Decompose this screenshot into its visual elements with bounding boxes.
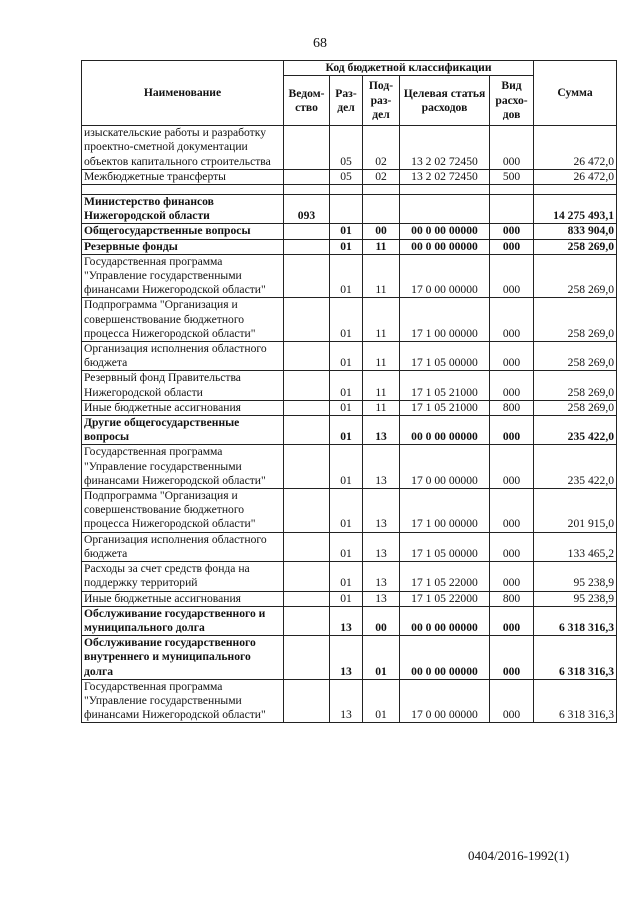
cell-podrazdel: 13 xyxy=(363,489,400,533)
cell-vid: 000 xyxy=(490,224,534,239)
table-row xyxy=(82,239,617,254)
cell-tselevaya: 13 2 02 72450 xyxy=(400,126,490,170)
cell-ved xyxy=(284,239,330,254)
cell-name: Резервные фонды xyxy=(82,239,284,254)
cell-ved: 093 xyxy=(284,195,330,224)
cell-summa: 258 269,0 xyxy=(534,239,617,254)
cell-ved xyxy=(284,185,330,195)
cell-summa: 258 269,0 xyxy=(534,342,617,371)
cell-tselevaya xyxy=(400,185,490,195)
cell-summa: 26 472,0 xyxy=(534,169,617,184)
cell-name: Подпрограмма "Организация и совершенствование бюджетного процесса Нижегородской области" xyxy=(82,489,284,533)
cell-name: Организация исполнения областного бюджета xyxy=(82,532,284,561)
cell-name: изыскательские работы и разработку проектно-сметной документации объектов капитального строительства xyxy=(82,126,284,170)
cell-tselevaya: 00 0 00 00000 xyxy=(400,636,490,680)
table-row xyxy=(82,195,617,224)
cell-name: Расходы за счет средств фонда на поддержку территорий xyxy=(82,562,284,591)
cell-name xyxy=(82,185,284,195)
table-header xyxy=(82,61,617,126)
cell-vid: 000 xyxy=(490,532,534,561)
table-row xyxy=(82,126,617,170)
cell-ved xyxy=(284,445,330,489)
cell-razdel: 01 xyxy=(330,224,363,239)
cell-tselevaya: 00 0 00 00000 xyxy=(400,416,490,445)
cell-tselevaya: 17 0 00 00000 xyxy=(400,254,490,298)
cell-name: Государственная программа "Управление государственными финансами Нижегородской области" xyxy=(82,445,284,489)
cell-tselevaya: 17 1 05 00000 xyxy=(400,532,490,561)
cell-vid: 000 xyxy=(490,636,534,680)
table-row xyxy=(82,636,617,680)
cell-vid: 000 xyxy=(490,562,534,591)
header-name: Наименование xyxy=(82,61,284,126)
cell-podrazdel: 13 xyxy=(363,532,400,561)
cell-razdel: 01 xyxy=(330,445,363,489)
cell-vid: 000 xyxy=(490,254,534,298)
table-row xyxy=(82,562,617,591)
table-row xyxy=(82,342,617,371)
table-row xyxy=(82,445,617,489)
cell-summa: 258 269,0 xyxy=(534,254,617,298)
cell-razdel: 01 xyxy=(330,342,363,371)
cell-vid: 000 xyxy=(490,679,534,723)
table-row xyxy=(82,185,617,195)
cell-summa: 95 238,9 xyxy=(534,562,617,591)
cell-summa: 133 465,2 xyxy=(534,532,617,561)
cell-razdel: 01 xyxy=(330,400,363,415)
cell-ved xyxy=(284,126,330,170)
cell-podrazdel: 02 xyxy=(363,126,400,170)
cell-ved xyxy=(284,636,330,680)
cell-name: Иные бюджетные ассигнования xyxy=(82,591,284,606)
cell-razdel: 01 xyxy=(330,489,363,533)
table-body xyxy=(82,126,617,723)
cell-summa: 258 269,0 xyxy=(534,371,617,400)
table-row xyxy=(82,416,617,445)
cell-razdel: 01 xyxy=(330,371,363,400)
cell-podrazdel: 02 xyxy=(363,169,400,184)
cell-ved xyxy=(284,342,330,371)
cell-podrazdel: 11 xyxy=(363,254,400,298)
header-podrazdel: Под-раз-дел xyxy=(363,76,400,126)
cell-name: Иные бюджетные ассигнования xyxy=(82,400,284,415)
cell-ved xyxy=(284,416,330,445)
document-code: 0404/2016-1992(1) xyxy=(468,848,570,863)
cell-razdel xyxy=(330,185,363,195)
header-razdel: Раз-дел xyxy=(330,76,363,126)
cell-podrazdel: 01 xyxy=(363,679,400,723)
cell-razdel xyxy=(330,195,363,224)
table-row xyxy=(82,489,617,533)
cell-podrazdel: 11 xyxy=(363,400,400,415)
header-summa: Сумма xyxy=(534,61,617,126)
cell-podrazdel: 11 xyxy=(363,371,400,400)
cell-tselevaya: 17 1 05 21000 xyxy=(400,400,490,415)
cell-tselevaya: 17 1 05 21000 xyxy=(400,371,490,400)
cell-name: Государственная программа "Управление государственными финансами Нижегородской области" xyxy=(82,679,284,723)
cell-razdel: 05 xyxy=(330,126,363,170)
cell-razdel: 01 xyxy=(330,532,363,561)
table-row xyxy=(82,606,617,635)
cell-ved xyxy=(284,254,330,298)
cell-podrazdel: 11 xyxy=(363,342,400,371)
cell-summa: 6 318 316,3 xyxy=(534,636,617,680)
cell-ved xyxy=(284,371,330,400)
cell-tselevaya: 00 0 00 00000 xyxy=(400,606,490,635)
cell-podrazdel: 11 xyxy=(363,239,400,254)
table-row xyxy=(82,400,617,415)
table-row xyxy=(82,298,617,342)
cell-podrazdel: 13 xyxy=(363,445,400,489)
table-row xyxy=(82,224,617,239)
cell-vid: 000 xyxy=(490,298,534,342)
cell-ved xyxy=(284,532,330,561)
cell-tselevaya: 00 0 00 00000 xyxy=(400,224,490,239)
cell-vid: 000 xyxy=(490,239,534,254)
header-tselevaya: Целевая статья расходов xyxy=(400,76,490,126)
cell-razdel: 01 xyxy=(330,298,363,342)
cell-tselevaya xyxy=(400,195,490,224)
cell-podrazdel: 13 xyxy=(363,416,400,445)
cell-summa xyxy=(534,185,617,195)
cell-podrazdel: 01 xyxy=(363,636,400,680)
cell-summa: 26 472,0 xyxy=(534,126,617,170)
cell-summa: 235 422,0 xyxy=(534,445,617,489)
cell-tselevaya: 17 0 00 00000 xyxy=(400,445,490,489)
cell-summa: 6 318 316,3 xyxy=(534,606,617,635)
cell-razdel: 13 xyxy=(330,679,363,723)
cell-ved xyxy=(284,562,330,591)
cell-tselevaya: 17 1 05 00000 xyxy=(400,342,490,371)
cell-name: Межбюджетные трансферты xyxy=(82,169,284,184)
cell-razdel: 01 xyxy=(330,591,363,606)
cell-summa: 833 904,0 xyxy=(534,224,617,239)
cell-podrazdel xyxy=(363,195,400,224)
cell-name: Обслуживание государственного внутреннего и муниципального долга xyxy=(82,636,284,680)
cell-podrazdel: 11 xyxy=(363,298,400,342)
cell-ved xyxy=(284,489,330,533)
cell-summa: 14 275 493,1 xyxy=(534,195,617,224)
cell-razdel: 01 xyxy=(330,254,363,298)
cell-name: Обслуживание государственного и муниципального долга xyxy=(82,606,284,635)
cell-summa: 235 422,0 xyxy=(534,416,617,445)
budget-table xyxy=(81,60,617,723)
header-ved: Ведом-ство xyxy=(284,76,330,126)
cell-podrazdel: 13 xyxy=(363,591,400,606)
cell-name: Подпрограмма "Организация и совершенствование бюджетного процесса Нижегородской области" xyxy=(82,298,284,342)
cell-vid: 000 xyxy=(490,606,534,635)
table-row xyxy=(82,591,617,606)
cell-ved xyxy=(284,400,330,415)
cell-vid: 500 xyxy=(490,169,534,184)
cell-name: Другие общегосударственные вопросы xyxy=(82,416,284,445)
cell-ved xyxy=(284,298,330,342)
cell-name: Общегосударственные вопросы xyxy=(82,224,284,239)
cell-razdel: 01 xyxy=(330,562,363,591)
cell-vid xyxy=(490,195,534,224)
cell-name: Государственная программа "Управление государственными финансами Нижегородской области" xyxy=(82,254,284,298)
table-row xyxy=(82,532,617,561)
cell-podrazdel: 00 xyxy=(363,224,400,239)
cell-ved xyxy=(284,606,330,635)
cell-podrazdel xyxy=(363,185,400,195)
cell-summa: 258 269,0 xyxy=(534,400,617,415)
cell-vid: 000 xyxy=(490,416,534,445)
header-group: Код бюджетной классификации xyxy=(284,61,534,76)
cell-summa: 6 318 316,3 xyxy=(534,679,617,723)
cell-tselevaya: 17 1 00 00000 xyxy=(400,489,490,533)
cell-ved xyxy=(284,679,330,723)
table-row xyxy=(82,169,617,184)
cell-name: Организация исполнения областного бюджета xyxy=(82,342,284,371)
cell-vid: 000 xyxy=(490,445,534,489)
cell-ved xyxy=(284,169,330,184)
cell-name: Министерство финансов Нижегородской области xyxy=(82,195,284,224)
cell-razdel: 13 xyxy=(330,636,363,680)
cell-vid: 000 xyxy=(490,126,534,170)
cell-vid: 000 xyxy=(490,342,534,371)
cell-tselevaya: 17 1 05 22000 xyxy=(400,591,490,606)
cell-vid: 800 xyxy=(490,591,534,606)
cell-razdel: 01 xyxy=(330,239,363,254)
cell-vid: 000 xyxy=(490,371,534,400)
cell-tselevaya: 17 1 05 22000 xyxy=(400,562,490,591)
header-vid: Вид расхо-дов xyxy=(490,76,534,126)
cell-podrazdel: 13 xyxy=(363,562,400,591)
cell-tselevaya: 17 0 00 00000 xyxy=(400,679,490,723)
cell-summa: 258 269,0 xyxy=(534,298,617,342)
cell-vid xyxy=(490,185,534,195)
cell-vid: 800 xyxy=(490,400,534,415)
cell-tselevaya: 13 2 02 72450 xyxy=(400,169,490,184)
cell-razdel: 05 xyxy=(330,169,363,184)
cell-summa: 95 238,9 xyxy=(534,591,617,606)
cell-razdel: 13 xyxy=(330,606,363,635)
cell-ved xyxy=(284,224,330,239)
page-number: 68 xyxy=(313,36,327,51)
cell-vid: 000 xyxy=(490,489,534,533)
table-row xyxy=(82,254,617,298)
table-row xyxy=(82,371,617,400)
cell-tselevaya: 00 0 00 00000 xyxy=(400,239,490,254)
cell-name: Резервный фонд Правительства Нижегородской области xyxy=(82,371,284,400)
cell-podrazdel: 00 xyxy=(363,606,400,635)
table-row xyxy=(82,679,617,723)
cell-summa: 201 915,0 xyxy=(534,489,617,533)
cell-razdel: 01 xyxy=(330,416,363,445)
cell-tselevaya: 17 1 00 00000 xyxy=(400,298,490,342)
cell-ved xyxy=(284,591,330,606)
